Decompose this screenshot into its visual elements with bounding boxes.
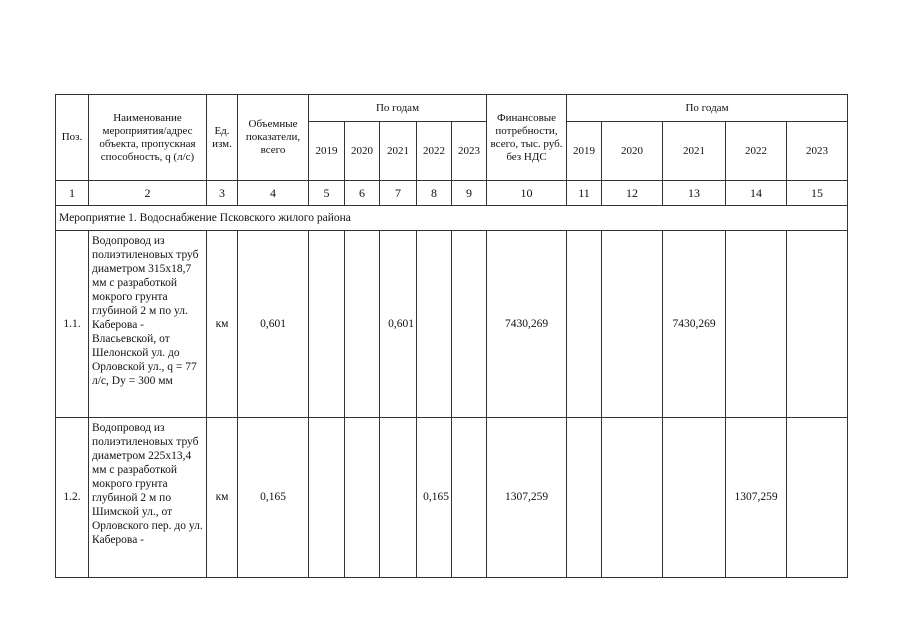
- header-volume: Объемные показатели, всего: [238, 95, 309, 181]
- row-finance-2019: [567, 231, 602, 418]
- investment-table: [55, 94, 848, 578]
- row-year-2020: [345, 418, 380, 578]
- row-year-2023: [452, 231, 487, 418]
- row-year-2023: [452, 418, 487, 578]
- row-year-2020: [345, 231, 380, 418]
- column-number: 5: [309, 181, 345, 206]
- row-volume: 0,165: [238, 418, 309, 578]
- document-page: [55, 94, 848, 578]
- row-name: Водопровод из полиэтиленовых труб диаметром 315х18,7 мм с разработкой мокрого грунта глубиной 2 м по ул. Каберова - Власьевской, от Шелонской ул. до Орловской ул., q = 77 л/с, Dу = 300 мм: [89, 231, 207, 418]
- row-year-2019: [309, 231, 345, 418]
- row-finance-2020: [602, 231, 663, 418]
- row-year-2019: [309, 418, 345, 578]
- header-year: 2021: [663, 122, 726, 181]
- header-year: 2022: [726, 122, 787, 181]
- header-unit: Ед. изм.: [207, 95, 238, 181]
- column-number: 4: [238, 181, 309, 206]
- header-year: 2023: [787, 122, 848, 181]
- row-finance-2021: 7430,269: [663, 231, 726, 418]
- row-finance-2019: [567, 418, 602, 578]
- row-unit: км: [207, 231, 238, 418]
- row-finance-2021: [663, 418, 726, 578]
- header-row-1: [56, 95, 848, 122]
- column-number: 15: [787, 181, 848, 206]
- row-unit: км: [207, 418, 238, 578]
- row-year-2021: 0,601: [380, 231, 417, 418]
- row-year-2022: 0,165: [417, 418, 452, 578]
- header-year: 2021: [380, 122, 417, 181]
- header-year: 2019: [309, 122, 345, 181]
- row-finance-2023: [787, 231, 848, 418]
- header-year: 2020: [602, 122, 663, 181]
- row-year-2021: [380, 418, 417, 578]
- row-finance-2022: 1307,259: [726, 418, 787, 578]
- row-year-2022: [417, 231, 452, 418]
- row-finance: 7430,269: [487, 231, 567, 418]
- header-year: 2019: [567, 122, 602, 181]
- column-number: 1: [56, 181, 89, 206]
- column-number: 13: [663, 181, 726, 206]
- row-name: Водопровод из полиэтиленовых труб диаметром 225х13,4 мм с разработкой мокрого грунта глубиной 2 м по Шимской ул., от Орловского пер. до ул. Каберова -: [89, 418, 207, 578]
- column-number: 8: [417, 181, 452, 206]
- row-finance-2020: [602, 418, 663, 578]
- header-by-years-volume: По годам: [309, 95, 487, 122]
- header-by-years-finance: По годам: [567, 95, 848, 122]
- row-pos: 1.1.: [56, 231, 89, 418]
- header-year: 2020: [345, 122, 380, 181]
- row-finance: 1307,259: [487, 418, 567, 578]
- column-number: 9: [452, 181, 487, 206]
- column-number: 11: [567, 181, 602, 206]
- column-number-row: [56, 181, 848, 206]
- row-volume: 0,601: [238, 231, 309, 418]
- column-number: 12: [602, 181, 663, 206]
- header-pos: Поз.: [56, 95, 89, 181]
- row-finance-2022: [726, 231, 787, 418]
- header-finance: Финансовые потребности, всего, тыс. руб. без НДС: [487, 95, 567, 181]
- row-pos: 1.2.: [56, 418, 89, 578]
- table-row: [56, 418, 848, 578]
- column-number: 6: [345, 181, 380, 206]
- table-row: [56, 231, 848, 418]
- column-number: 7: [380, 181, 417, 206]
- column-number: 2: [89, 181, 207, 206]
- section-title: Мероприятие 1. Водоснабжение Псковского жилого района: [56, 206, 848, 231]
- column-number: 10: [487, 181, 567, 206]
- row-finance-2023: [787, 418, 848, 578]
- column-number: 14: [726, 181, 787, 206]
- header-year: 2023: [452, 122, 487, 181]
- column-number: 3: [207, 181, 238, 206]
- section-row: [56, 206, 848, 231]
- header-name: Наименование мероприятия/адрес объекта, пропускная способность, q (л/с): [89, 95, 207, 181]
- header-year: 2022: [417, 122, 452, 181]
